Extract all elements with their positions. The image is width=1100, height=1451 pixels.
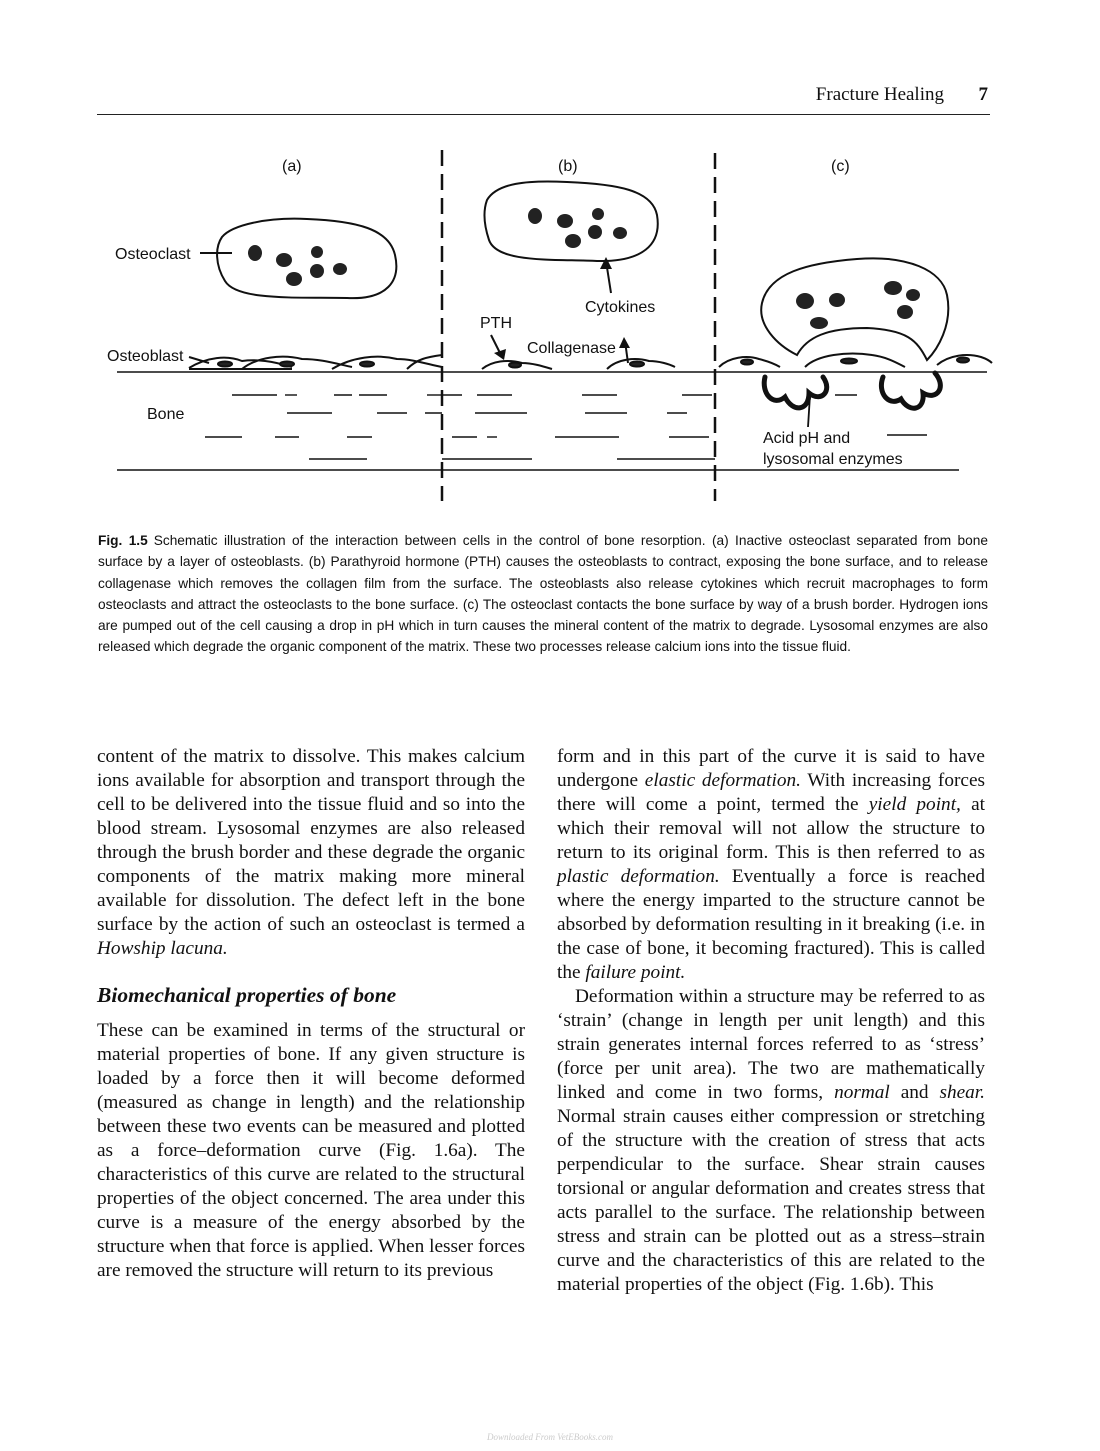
term: plastic deformation.: [557, 866, 720, 887]
osteoclast-label: Osteoclast: [115, 246, 191, 263]
text-run: With increasing forces there will come a point, termed the: [557, 770, 986, 815]
acid-label-line2: lysosomal enzymes: [763, 451, 903, 468]
osteoclast-nuclei-c: [796, 281, 920, 329]
term: yield point,: [868, 794, 961, 815]
collagenase-arrowhead: [619, 337, 630, 348]
cytokines-arrowhead: [600, 257, 612, 269]
running-title: Fracture Healing: [815, 84, 944, 105]
text-run: Eventually a force is reached where the energy imparted to the structure cannot be absorbed by deformation resulting in it breaking (i.e. in the case of bone, it becoming fractured). This is called the: [557, 866, 985, 983]
paragraph: [557, 985, 985, 1297]
figure-label: Fig. 1.5: [98, 533, 148, 548]
paragraph: These can be examined in terms of the structural or material properties of bone. If any given structure is loaded by a force then it will become deformed (measured as change in length) and the relationship between these two events can be measured and plotted as a force–deformation curve (Fig. 1.6a). The characteristics of this curve are related to the structural properties of the object concerned. The area under this curve is a measure of the energy absorbed by the structure when that force is applied. When lesser forces are removed the structure will return to its previous: [97, 1020, 525, 1281]
text-run: form and in this part of the curve it is said to have undergone: [557, 746, 985, 791]
cytokines-label: Cytokines: [585, 299, 656, 316]
running-header: [97, 84, 990, 115]
osteoclast-nuclei-b: [528, 208, 627, 248]
left-column: [97, 745, 525, 1283]
text-run: Deformation within a structure may be referred to as ‘strain’ (change in length per unit length) and this strain generates internal forces referred to as ‘stress’ (force per unit area). The two are mathematically linked and come in two forms,: [557, 986, 985, 1103]
paragraph: [97, 745, 525, 961]
right-column: [557, 745, 985, 1297]
osteoclast-cell-a: [217, 219, 396, 298]
panel-label-a: (a): [282, 158, 302, 175]
pth-label: PTH: [480, 315, 512, 332]
page-number: 7: [978, 84, 988, 105]
panel-label-c: (c): [831, 158, 850, 175]
osteoclast-cell-c: [761, 258, 948, 360]
bone-matrix-dashes: [205, 395, 927, 459]
term: failure point.: [585, 962, 686, 983]
brush-border: [764, 373, 940, 408]
term: Howship lacuna.: [97, 938, 228, 959]
text-run: at which their removal will not allow the structure to return to its original form. This is then referred to as: [557, 794, 985, 863]
collagenase-label: Collagenase: [527, 340, 616, 357]
osteoblast-label: Osteoblast: [107, 348, 184, 365]
text-run: and: [889, 1082, 940, 1103]
watermark: Downloaded From VetEBooks.com: [487, 1432, 613, 1442]
figure-caption: [98, 530, 988, 658]
bone-label: Bone: [147, 406, 185, 423]
pth-arrowhead: [494, 349, 506, 360]
text-run: content of the matrix to dissolve. This makes calcium ions available for absorption and transport through the cell to be delivered into the tissue fluid and so into the blood stream. Lysosomal enzymes are also released through the brush border and these degrade the organic components of the matrix making more mineral available for dissolution. The defect left in the bone surface by the action of such an osteoclast is termed a: [97, 746, 525, 935]
osteoblast-layer-a: [189, 355, 442, 369]
osteoblast-layer-b: [482, 359, 675, 369]
bone-resorption-figure: [97, 145, 997, 510]
term: shear.: [939, 1082, 985, 1103]
panel-label-b: (b): [558, 158, 578, 175]
osteoclast-nuclei-a: [248, 245, 347, 286]
text-run: Normal strain causes either compression or stretching of the structure with the creation of stress that acts perpendicular to the surface. Shear strain causes torsional or angular deformation and creates stress that acts parallel to the surface. The relationship between stress and strain can be plotted out as a stress–strain curve and the characteristics of this are related to the material properties of the object (Fig. 1.6b). This: [557, 1106, 985, 1295]
term: normal: [834, 1082, 890, 1103]
caption-text: Schematic illustration of the interaction between cells in the control of bone resorption. (a) Inactive osteoclast separated from bone surface by a layer of osteoblasts. (b) Parathyroid hormone (PTH) causes the osteoblasts to contract, exposing the bone surface, and to release collagenase which removes the collagen film from the surface. The osteoblasts also release cytokines which recruit macrophages to form osteoclasts and attract the osteoclasts to the bone surface. (c) The osteoclast contacts the bone surface by way of a brush border. Hydrogen ions are pumped out of the cell causing a drop in pH which in turn causes the mineral content of the matrix to degrade. Lysosomal enzymes are also released which degrade the organic component of the matrix. These two processes release calcium ions into the tissue fluid.: [98, 533, 988, 655]
acid-label-line1: Acid pH and: [763, 430, 851, 447]
term: elastic deformation.: [644, 770, 801, 791]
osteoblast-layer-c: [719, 354, 992, 368]
section-heading: Biomechanical properties of bone: [97, 983, 397, 1007]
paragraph: [557, 745, 985, 985]
